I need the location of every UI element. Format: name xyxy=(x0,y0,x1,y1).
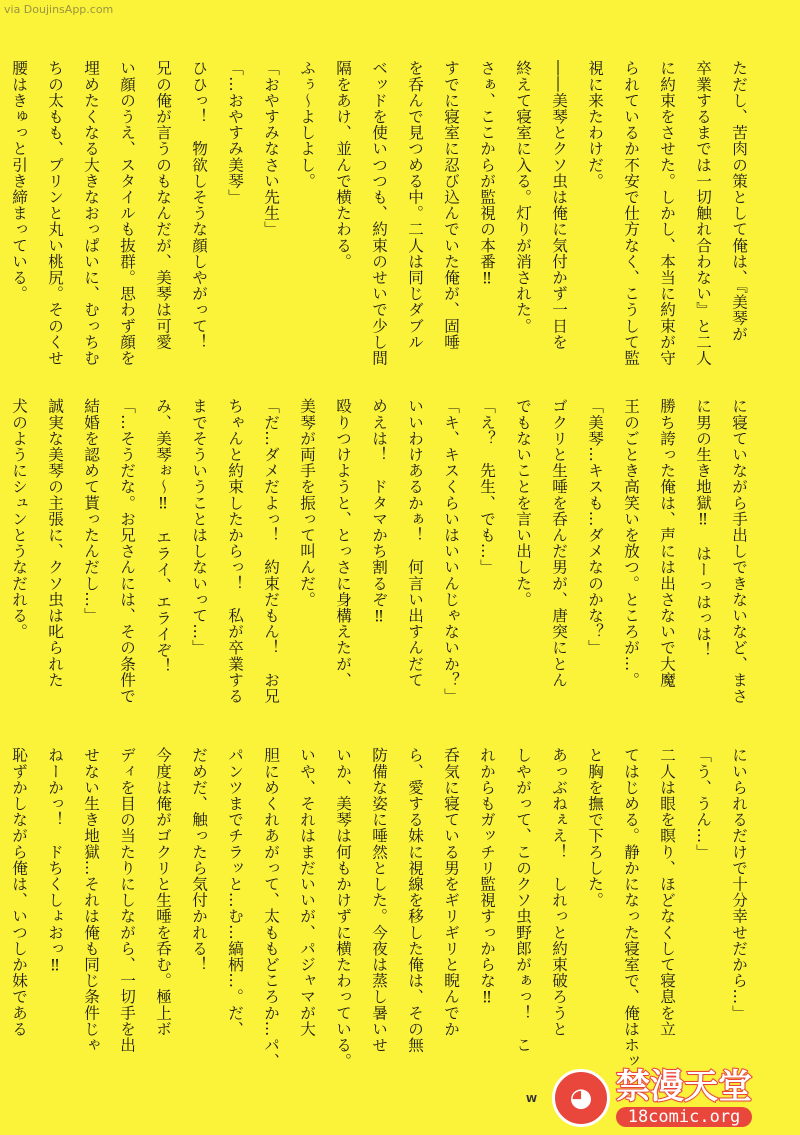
text-column: 卒業するまでは一切触れ合わない』と二人 xyxy=(694,60,712,366)
text-column: 「おやすみなさい先生」 xyxy=(262,60,280,238)
logo-mark-icon: ◕ xyxy=(552,1069,610,1127)
text-column: いか、美琴は何もかけずに横たわっている。 xyxy=(334,747,352,1069)
text-column: いや、それはまだいいが、パジャマが大 xyxy=(298,747,316,1037)
text-column: ちゃんと約束したからっ！ 私が卒業する xyxy=(226,398,244,704)
text-column: めえは！ ドタマかち割るぞ‼ xyxy=(370,398,388,626)
text-column: 「キ、キスくらいはいいんじゃないか？」 xyxy=(442,398,460,704)
text-column: までそういうことはしないって…」 xyxy=(190,398,208,656)
text-column: に男の生き地獄‼ はーっはっは！ xyxy=(694,398,712,658)
text-column: しやがって、このクソ虫野郎がぁっ！ こ xyxy=(514,747,532,1053)
text-column: いいわけあるかぁ！ 何言い出すんだて xyxy=(406,398,424,688)
text-column: さぁ、ここからが監視の本番‼ xyxy=(478,60,496,288)
text-column: 王のごとき高笑いを放つ。ところが…。 xyxy=(622,398,640,688)
text-column: を呑んで見つめる中。二人は同じダブル xyxy=(406,60,424,350)
text-block-middle xyxy=(0,398,752,743)
text-column: られているか不安で仕方なく、こうして監 xyxy=(622,60,640,366)
text-column: せない生き地獄…それは俺も同じ条件じゃ xyxy=(82,747,100,1053)
footer-mark: W xyxy=(526,1094,538,1105)
text-column: 「だ…ダメだよっ！ 約束だもん！ お兄 xyxy=(262,398,280,704)
text-column: 終えて寝室に入る。灯りが消された。 xyxy=(514,60,532,334)
text-column: 「う、うん…」 xyxy=(694,747,712,860)
text-column: に約束をさせた。しかし、本当に約束が守 xyxy=(658,60,676,366)
text-column: あっぶねぇえ！ しれっと約束破ろうと xyxy=(550,747,568,1037)
text-column: と胸を撫で下ろした。 xyxy=(586,747,604,908)
text-column: 結婚を認めて貰ったんだし…」 xyxy=(82,398,100,624)
watermark-text: via DoujinsApp.com xyxy=(4,3,114,16)
text-column: ひひっ！ 物欲しそうな顔しやがって！ xyxy=(190,60,208,350)
text-column: 「…そうだな。お兄さんには、その条件で xyxy=(118,398,136,704)
text-column: ねーかっ！ ドちくしょおっ‼ xyxy=(46,747,64,975)
logo-subtitle: 18comic.org xyxy=(616,1107,752,1127)
text-column: 犬のようにシュンとうなだれる。 xyxy=(10,398,28,640)
text-column: ふぅ～よしよし。 xyxy=(298,60,316,189)
text-column: ディを目の当たりにしながら、一切手を出 xyxy=(118,747,136,1053)
text-column: 呑気に寝ている男をギリギリと睨んでか xyxy=(442,747,460,1037)
text-column: 誠実な美琴の主張に、クソ虫は叱られた xyxy=(46,398,64,688)
text-column: 二人は眼を瞑り、ほどなくして寝息を立 xyxy=(658,747,676,1037)
text-column: れからもガッチリ監視すっからな‼ xyxy=(478,747,496,1007)
text-column: でもないことを言い出した。 xyxy=(514,398,532,608)
text-block-bottom xyxy=(0,747,752,1077)
text-column: だめだ、触ったら気付かれる！ xyxy=(190,747,208,973)
logo-title: 禁漫天堂 xyxy=(616,1067,752,1107)
text-column: 兄の俺が言うのもなんだが、美琴は可愛 xyxy=(154,60,172,350)
text-block-top xyxy=(0,60,752,395)
text-column: パンツまでチラッと…む…縞柄…。だ、 xyxy=(226,747,244,1037)
text-column: ゴクリと生唾を呑んだ男が、唐突にとん xyxy=(550,398,568,688)
logo-text xyxy=(616,1069,752,1127)
text-column: 埋めたくなる大きなおっぱいに、むっちむ xyxy=(82,60,100,366)
text-column: 殴りつけようと、とっさに身構えたが、 xyxy=(334,398,352,688)
text-column: ――美琴とクソ虫は俺に気付かず一日を xyxy=(550,60,568,350)
text-column: てはじめる。静かになった寝室で、俺はホッ xyxy=(622,747,640,1069)
text-column: 視に来たわけだ。 xyxy=(586,60,604,189)
text-column: に寝ていながら手出しできないなど、まさ xyxy=(730,398,748,704)
text-column: み、美琴ぉ～‼ エライ、エライぞ！ xyxy=(154,398,172,675)
text-column: 「え？ 先生、でも…」 xyxy=(478,398,496,576)
text-column: 「美琴…キスも…ダメなのかな？」 xyxy=(586,398,604,656)
text-column: 「…おやすみ美琴」 xyxy=(226,60,244,205)
text-column: 今度は俺がゴクリと生唾を呑む。極上ボ xyxy=(154,747,172,1037)
text-column: 隔をあけ、並んで横たわる。 xyxy=(334,60,352,270)
text-column: 腰はきゅっと引き締まっている。 xyxy=(10,60,28,302)
text-column: にいられるだけで十分幸せだから…」 xyxy=(730,747,748,1021)
text-column: い顔のうえ、スタイルも抜群。思わず顔を xyxy=(118,60,136,366)
text-column: 勝ち誇った俺は、声には出さないで大魔 xyxy=(658,398,676,688)
text-column: ちの太もも、プリンと丸い桃尻。そのくせ xyxy=(46,60,64,366)
text-column: 美琴が両手を振って叫んだ。 xyxy=(298,398,316,608)
text-column: 胆にめくれあがって、太ももどころか…パ、 xyxy=(262,747,280,1069)
site-logo[interactable] xyxy=(552,1067,792,1129)
text-column: ら、愛する妹に視線を移した俺は、その無 xyxy=(406,747,424,1053)
text-column: すでに寝室に忍び込んでいた俺が、固唾 xyxy=(442,60,460,350)
text-column: 防備な姿に唾然とした。今夜は蒸し暑いせ xyxy=(370,747,388,1053)
text-column: 恥ずかしながら俺は、いつしか妹である xyxy=(10,747,28,1037)
text-column: ベッドを使いつつも、約束のせいで少し間 xyxy=(370,60,388,366)
text-column: ただし、苦肉の策として俺は、『美琴が xyxy=(730,60,748,342)
